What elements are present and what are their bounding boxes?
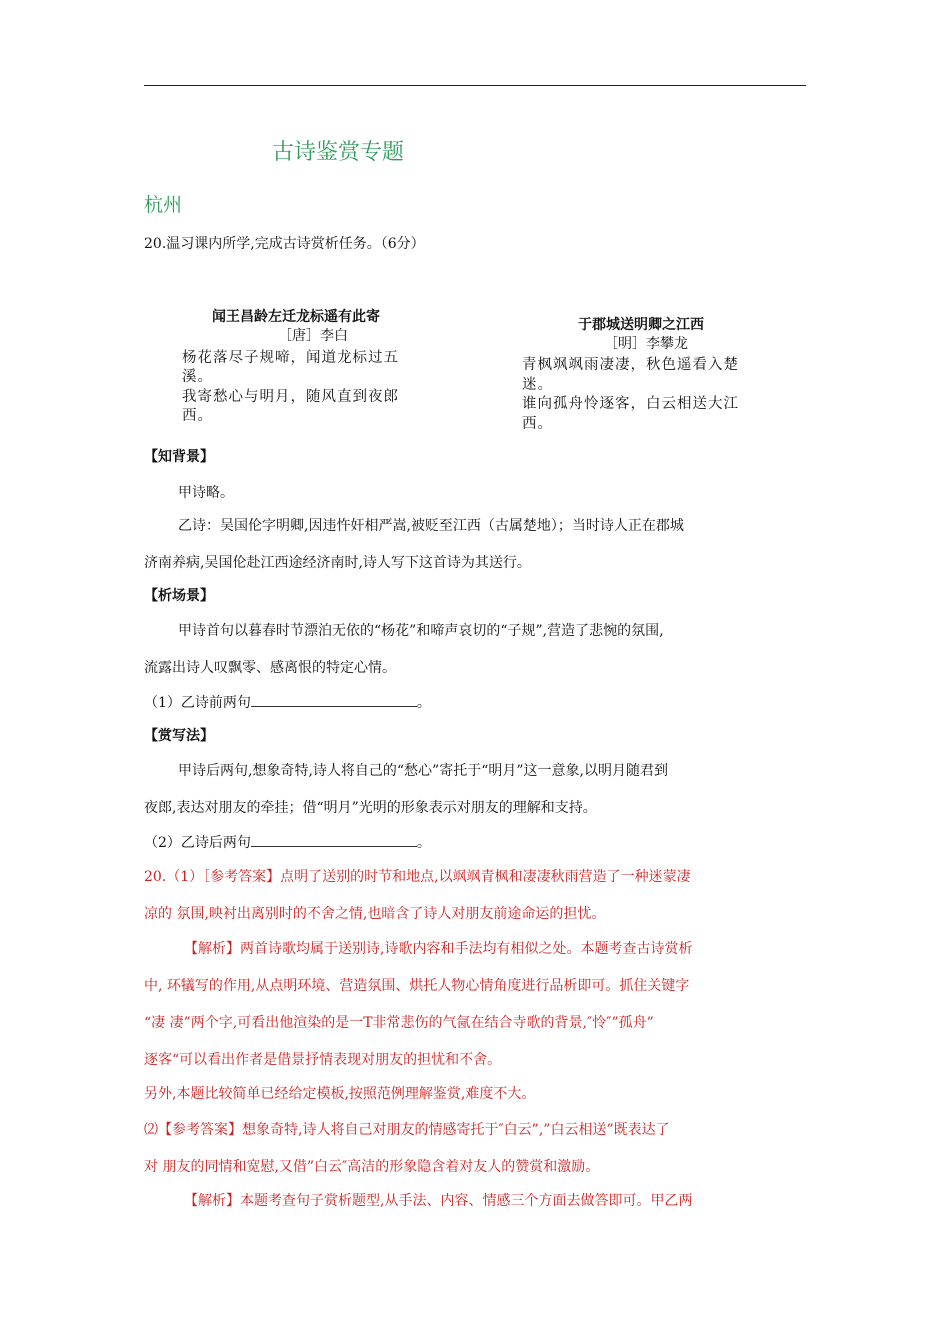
paragraph-line: 甲诗后两句,想象奇特,诗人将自己的“愁心”寄托于“明月”这一意象,以明月随君到 <box>178 763 668 779</box>
paragraph-line: 甲诗首句以暮春时节漂泊无依的“杨花”和啼声哀切的“子规”,营造了悲惋的氛围, <box>178 623 664 639</box>
paragraph-line: 济南养病,吴国伦赴江西途经济南时,诗人写下这首诗为其送行。 <box>144 555 531 571</box>
question-1 <box>144 692 431 712</box>
answer-line: ⑵【参考答案】想象奇特,诗人将自己对朋友的情感寄托于″白云”,”白云相送”既表达了 <box>144 1122 670 1138</box>
paragraph-line: 夜郎,表达对朋友的牵挂；借“明月”光明的形象表示对朋友的理解和支持。 <box>144 800 597 816</box>
top-rule <box>144 85 806 86</box>
page-title: 古诗鉴赏专题 <box>272 140 405 165</box>
answer-blank-1[interactable] <box>251 692 417 707</box>
poem-b-line: 谁向孤舟怜逐客，白云相送大江 <box>522 396 739 412</box>
answer-line: 20.（1）［参考答案】点明了送别的时节和地点,以飒飒青枫和凄凄秋雨营造了一种迷蒙凄 <box>144 869 691 885</box>
answer-line: 逐客“可以看出作者是借景抒情表现对朋友的担忧和不舍。 <box>144 1052 502 1068</box>
poem-b-author: ［明］李攀龙 <box>604 336 688 352</box>
poem-a-line: 溪。 <box>182 369 213 385</box>
answer-line: “凄 凄”两个字,可看出他渲染的是一T非常悲伤的气氤在结合寺歌的背景,″怜″”孤舟” <box>144 1015 654 1031</box>
region-heading: 杭州 <box>144 194 183 216</box>
paragraph-line: 乙诗：吴国伦字明卿,因违忤奸相严嵩,被贬至江西（古属楚地）；当时诗人正在郡城 <box>178 518 684 534</box>
paragraph-line: 流露出诗人叹飘零、感离恨的特定心情。 <box>144 660 396 676</box>
poem-a-line: 西。 <box>182 408 213 424</box>
paragraph-line: 甲诗略。 <box>178 485 234 501</box>
answer-line: 【解析】两首诗歌均属于送别诗,诗歌内容和手法均有相似之处。本题考查古诗赏析 <box>184 941 693 957</box>
answer-line: 另外,本题比较简单已经给定模板,按照范例理解鉴赏,难度不大。 <box>144 1086 536 1102</box>
answer-blank-2[interactable] <box>251 832 417 847</box>
poem-b-line: 青枫飒飒雨凄凄，秋色遥看入楚 <box>522 357 739 373</box>
answer-line: 【解析】本题考查句子赏析题型,从手法、内容、情感三个方面去做答即可。甲乙两 <box>184 1193 693 1209</box>
section-heading-scene: 【析场景】 <box>144 588 214 604</box>
question-2-end: 。 <box>416 835 431 851</box>
question-text: 20.温习课内所学,完成古诗赏析任务。（6分） <box>144 236 425 252</box>
section-heading-background: 【知背景】 <box>144 449 214 465</box>
question-2 <box>144 832 431 852</box>
poem-b-line: 西。 <box>522 416 553 432</box>
poem-a-line: 我寄愁心与明月，随风直到夜郎 <box>182 389 399 405</box>
question-1-label: （1）乙诗前两句 <box>144 695 251 711</box>
poem-b-title: 于郡城送明卿之江西 <box>578 317 704 333</box>
answer-line: 凉的 氛围,映衬出离别时的不舍之情,也暗含了诗人对朋友前途命运的担忧。 <box>144 906 606 922</box>
poem-a-line: 杨花落尽子规啼，闻道龙标过五 <box>182 350 399 366</box>
poem-b-line: 迷。 <box>522 377 553 393</box>
question-2-label: （2）乙诗后两句 <box>144 835 251 851</box>
poem-a-author: ［唐］李白 <box>278 328 348 344</box>
question-1-end: 。 <box>416 695 431 711</box>
answer-line: 对 朋友的同情和宽慰,又借”白云″高洁的形象隐含着对友人的赞赏和激励。 <box>144 1159 600 1175</box>
poem-a-title: 闻王昌龄左迁龙标遥有此寄 <box>212 309 380 325</box>
section-heading-method: 【赏写法】 <box>144 728 214 744</box>
answer-line: 中, 环犠写的作用,从点明环境、营造氛围、烘托人物心情角度进行品析即可。抓住关键字 <box>144 978 690 994</box>
